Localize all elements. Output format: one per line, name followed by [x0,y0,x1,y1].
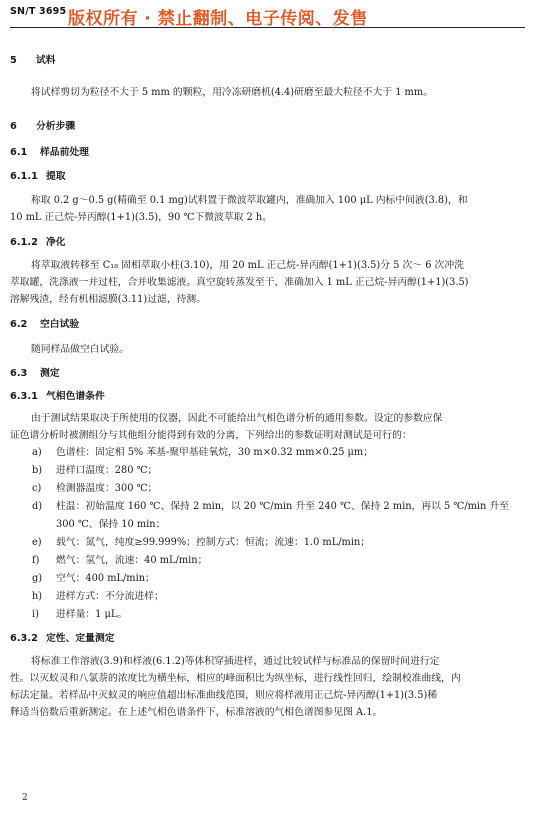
list-item: h) 进样方式：不分流进样； [32,591,164,602]
section-6-1-2-heading: 6.1.2 净化 [10,237,66,248]
section-6-1-2-line-2: 萃取罐，洗涤液一并过柱，合并收集滤液。真空旋转蒸发至干，准确加入 1 mL 正己烷-异丙醇(1+1)(3.5) [10,277,469,288]
section-6-2-heading: 6.2 空白试验 [10,319,80,330]
section-6-3-1-line-2: 证色谱分析时被测组分与其他组分能得到有效的分离，下列给出的参数证明对测试是可行的： [10,430,412,441]
section-6-1-1-heading: 6.1.1 提取 [10,171,66,182]
section-6-3-1-line-1: 由于测试结果取决于所使用的仪器，因此不可能给出气相色谱分析的通用参数。设定的参数应保 [31,413,443,424]
section-6-1-2-line-1: 将萃取液转移至 C₁₈ 固相萃取小柱(3.10)，用 20 mL 正己烷-异丙醇(1+1)(3.5)分 5 次～ 6 次冲洗 [31,260,464,271]
section-6-1-2-line-3: 溶解残渣，经有机相滤膜(3.11)过滤，待测。 [10,294,207,305]
standard-code: SN/T 3695 [10,6,67,17]
section-6-3-2-line-1: 将标准工作溶液(3.9)和样液(6.1.2)等体积穿插进样，通过比较试样与标准品的保留时间进行定 [31,656,440,667]
list-item: e) 载气：氮气，纯度≥99.999%；控制方式：恒流；流速：1.0 mL/min； [32,537,371,548]
list-item: f) 燃气：氢气，流速：40 mL/min； [32,555,208,566]
gc-conditions-list [10,444,525,624]
copyright-watermark: 版权所有 · 禁止翻制、电子传阅、发售 [68,9,368,29]
section-5-heading: 5 试料 [10,55,56,66]
section-6-3-1-heading: 6.3.1 气相色谱条件 [10,391,105,402]
document-body [10,50,525,721]
section-6-2-text: 随同样品做空白试验。 [31,344,129,355]
section-6-1-1-line-1: 称取 0.2 g～0.5 g(精确至 0.1 mg)试料置于微波萃取罐内，准确加入 100 μL 内标中间液(3.8)，和 [31,195,468,206]
list-item: i) 进样量：1 μL。 [32,609,128,620]
section-6-3-heading: 6.3 测定 [10,368,60,379]
list-item: a) 色谱柱：固定相 5% 苯基-聚甲基硅氧烷，30 m×0.32 mm×0.25 μm； [32,447,374,458]
page-number: 2 [22,793,28,803]
list-item: g) 空气：400 mL/min； [32,573,155,584]
section-6-1-1-line-2: 10 mL 正己烷-异丙醇(1+1)(3.5)，90 ℃下微波萃取 2 h。 [10,212,273,223]
section-6-3-2-heading: 6.3.2 定性、定量测定 [10,633,115,644]
list-item-continuation: 300 ℃、保持 10 min； [56,519,166,530]
section-6-3-2-line-2: 性。以灭蚁灵和八氯萘的浓度比为横坐标，相应的峰面积比为纵坐标，进行线性回归，绘制校准曲线，内 [10,673,461,684]
list-item: b) 进样口温度：280 ℃； [32,465,158,476]
section-6-3-2-line-4: 释适当倍数后重新测定。在上述气相色谱条件下，标准溶液的气相色谱图参见图 A.1。 [10,707,383,718]
section-6-heading: 6 分析步骤 [10,121,76,132]
section-5-text: 将试样剪切为粒径不大于 5 mm 的颗粒，用冷冻研磨机(4.4)研磨至最大粒径不大于 1 mm。 [31,87,433,98]
section-6-3-2-line-3: 标法定量。若样品中灭蚁灵的响应值超出标准曲线范围，则应将样液用正己烷-异丙醇(1+1)(3.5)稀 [10,690,438,701]
list-item: d) 柱温：初始温度 160 ℃、保持 2 min，以 20 ℃/min 升至 240 ℃、保持 2 min，再以 5 ℃/min 升至 [32,501,510,512]
section-6-1-heading: 6.1 样品前处理 [10,147,89,158]
list-item: c) 检测器温度：300 ℃； [32,483,158,494]
header-rule [10,27,525,28]
